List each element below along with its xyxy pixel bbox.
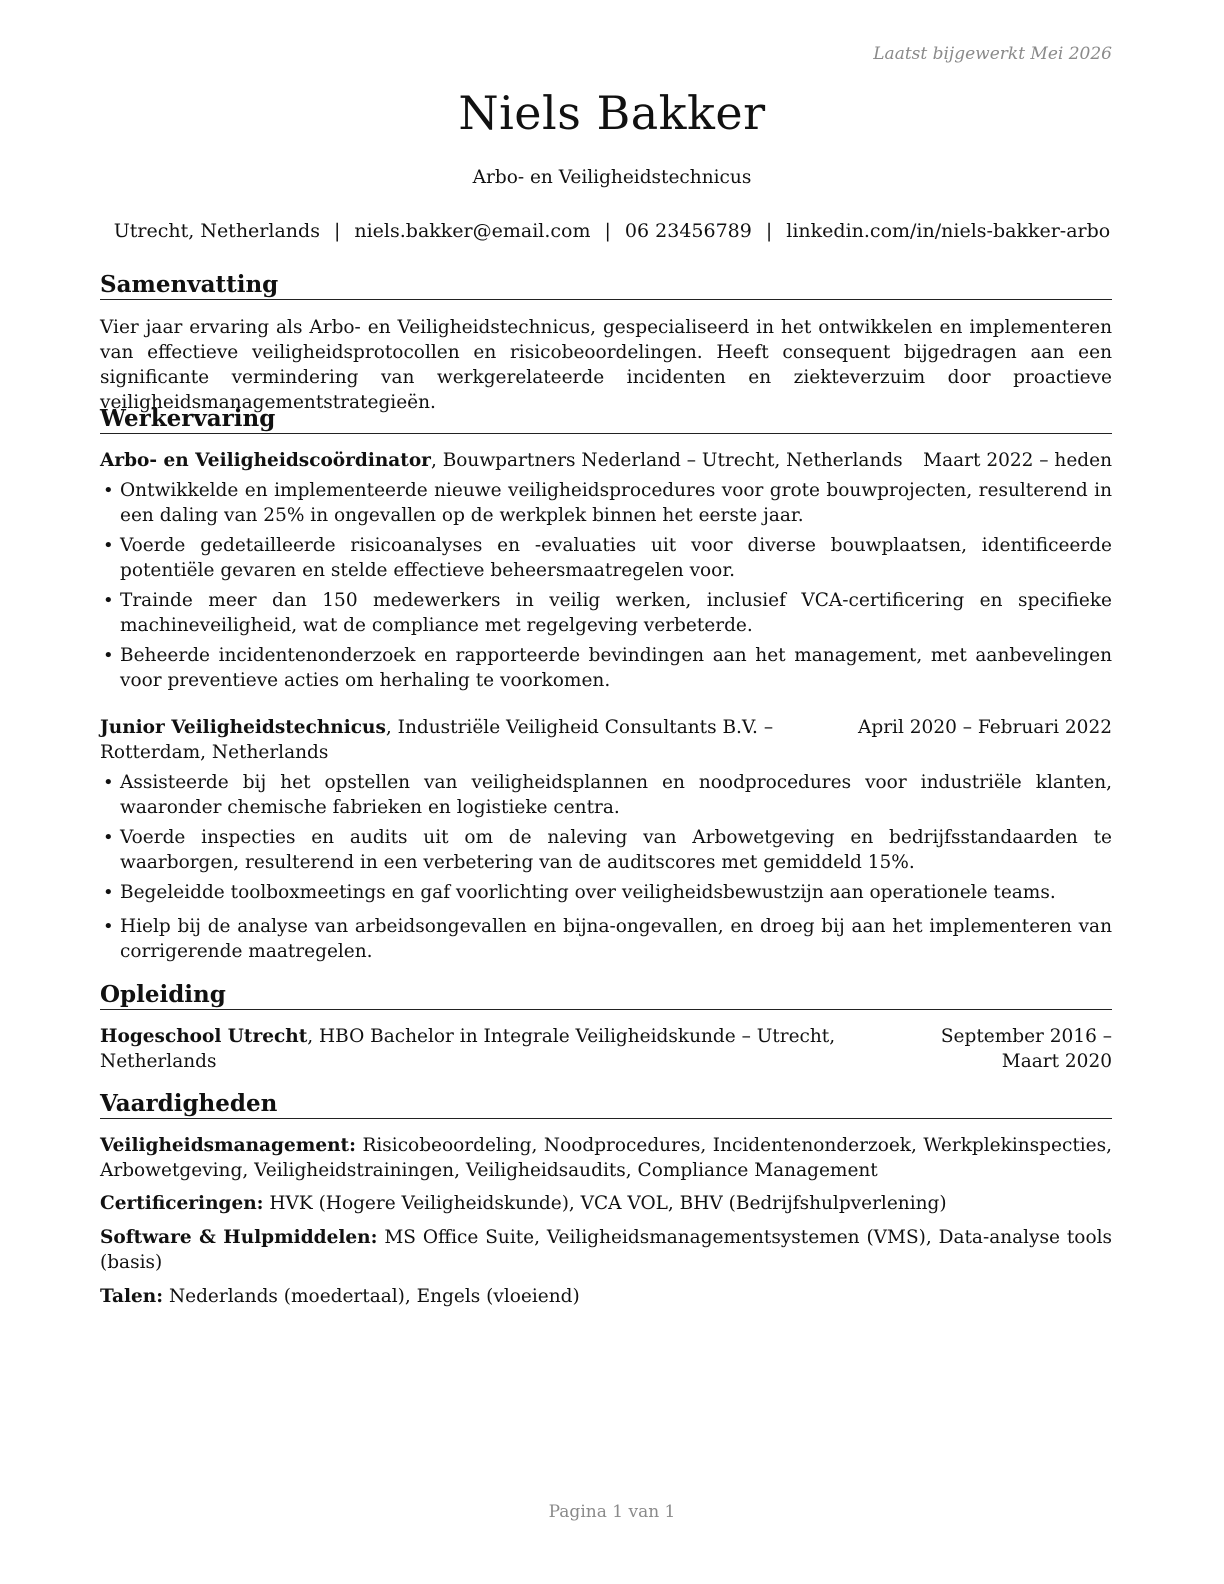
- bullet-icon: •: [103, 645, 114, 666]
- contact-separator: |: [765, 220, 773, 242]
- bullet-icon: •: [103, 480, 114, 501]
- job-entry: [100, 715, 1112, 964]
- education-dates: September 2016 – Maart 2020: [940, 1026, 1112, 1072]
- bullet-icon: •: [103, 882, 114, 903]
- candidate-name: Niels Bakker: [458, 86, 766, 140]
- list-item: • Voerde gedetailleerde risicoanalyses en -evaluaties uit voor diverse bouwplaatsen, identificeerde potentiële gevaren en stelde effectieve beheersmaatregelen voor.: [103, 535, 1112, 581]
- skill-row: [100, 1133, 1112, 1183]
- skill-label: Veiligheidsmanagement:: [100, 1135, 356, 1156]
- bullet-icon: •: [103, 827, 114, 848]
- list-item: • Assisteerde bij het opstellen van veiligheidsplannen en noodprocedures voor industriële klanten, waaronder chemische fabrieken en logistieke centra.: [103, 772, 1112, 818]
- contact-phone: 06 23456789: [624, 220, 752, 242]
- list-item: • Ontwikkelde en implementeerde nieuwe veiligheidsprocedures voor grote bouwprojecten, resulterend in een daling van 25% in ongevallen op de werkplek binnen het eerste jaar.: [103, 480, 1112, 526]
- skill-row: [100, 1191, 1112, 1216]
- education-school: Hogeschool Utrecht: [100, 1026, 308, 1047]
- section-title: Vaardigheden: [100, 1090, 1112, 1119]
- bullet-icon: •: [103, 772, 114, 793]
- contact-email[interactable]: niels.bakker@email.com: [354, 220, 591, 242]
- contact-separator: |: [604, 220, 611, 242]
- skills-section: [100, 1090, 1112, 1309]
- section-title: Opleiding: [100, 981, 1112, 1010]
- candidate-role: Arbo- en Veiligheidstechnicus: [472, 167, 752, 188]
- list-item: • Beheerde incidentenonderzoek en rapporteerde bevindingen aan het management, met aanbevelingen voor preventieve acties om herhaling te voorkomen.: [103, 645, 1112, 691]
- skill-label: Software & Hulpmiddelen:: [100, 1227, 378, 1248]
- job-dates: April 2020 – Februari 2022: [858, 717, 1112, 738]
- section-title: Samenvatting: [100, 271, 1112, 300]
- bullet-icon: •: [103, 590, 114, 611]
- education-entry: [100, 1024, 1112, 1074]
- skill-row: [100, 1225, 1112, 1275]
- education-section: [100, 981, 1112, 1074]
- job-bullets: [100, 478, 1112, 693]
- skill-value: MS Office Suite, Veiligheidsmanagementsystemen (VMS), Data-analyse tools (basis): [100, 1227, 1112, 1273]
- job-header: [100, 715, 1112, 765]
- last-updated: Laatst bijgewerkt Mei 2026: [873, 44, 1112, 64]
- skill-label: Talen:: [100, 1286, 164, 1307]
- experience-section: [100, 405, 1112, 964]
- skill-value: Risicobeoordeling, Noodprocedures, Incidentenonderzoek, Werkplekinspecties, Arbowetgeving, Veiligheidstrainingen, Veiligheidsaudits, Compliance Management: [100, 1135, 1112, 1181]
- list-item: • Trainde meer dan 150 medewerkers in veilig werken, inclusief VCA-certificering en specifieke machineveiligheid, wat de compliance met regelgeving verbeterde.: [103, 590, 1112, 636]
- summary-text: Vier jaar ervaring als Arbo- en Veiligheidstechnicus, gespecialiseerd in het ontwikkelen en implementeren van effectieve veiligheidsprotocollen en risicobeoordelingen. Heeft consequent bijgedragen aan een significante vermindering van werkgerelateerde incidenten en ziekteverzuim door proactieve veiligheidsmanagementstrategieën.: [100, 317, 1112, 413]
- job-company: , Industriële Veiligheid Consultants B.V. – Rotterdam, Netherlands: [100, 717, 774, 763]
- contact-location: Utrecht, Netherlands: [113, 220, 320, 242]
- job-company: , Bouwpartners Nederland – Utrecht, Netherlands: [430, 450, 903, 471]
- job-entry: [100, 448, 1112, 693]
- list-item: • Voerde inspecties en audits uit om de naleving van Arbowetgeving en bedrijfsstandaarden te waarborgen, resulterend in een verbetering van de auditscores met gemiddeld 15%.: [103, 827, 1112, 873]
- page-number: Pagina 1 van 1: [548, 1502, 676, 1522]
- list-item: • Hielp bij de analyse van arbeidsongevallen en bijna-ongevallen, en droeg bij aan het implementeren van corrigerende maatregelen.: [103, 916, 1112, 962]
- job-position: Arbo- en Veiligheidscoördinator: [100, 450, 431, 471]
- job-position: Junior Veiligheidstechnicus: [100, 717, 386, 738]
- bullet-icon: •: [103, 535, 114, 556]
- section-title: Werkervaring: [100, 405, 1112, 434]
- summary-section: [100, 271, 1112, 415]
- skill-label: Certificeringen:: [100, 1193, 264, 1214]
- bullet-icon: •: [103, 916, 114, 937]
- job-header: [100, 448, 1112, 473]
- contact-line: [0, 220, 1224, 242]
- job-dates: Maart 2022 – heden: [923, 450, 1112, 471]
- skill-value: Nederlands (moedertaal), Engels (vloeiend): [163, 1286, 580, 1307]
- skill-value: HVK (Hogere Veiligheidskunde), VCA VOL, BHV (Bedrijfshulpverlening): [263, 1193, 947, 1214]
- contact-separator: |: [333, 220, 341, 242]
- job-bullets: [100, 770, 1112, 964]
- skill-row: [100, 1284, 1112, 1309]
- contact-linkedin[interactable]: linkedin.com/in/niels-bakker-arbo: [786, 220, 1111, 242]
- list-item: • Begeleidde toolboxmeetings en gaf voorlichting over veiligheidsbewustzijn aan operationele teams.: [103, 882, 1056, 903]
- education-degree: , HBO Bachelor in Integrale Veiligheidskunde – Utrecht, Netherlands: [100, 1026, 836, 1072]
